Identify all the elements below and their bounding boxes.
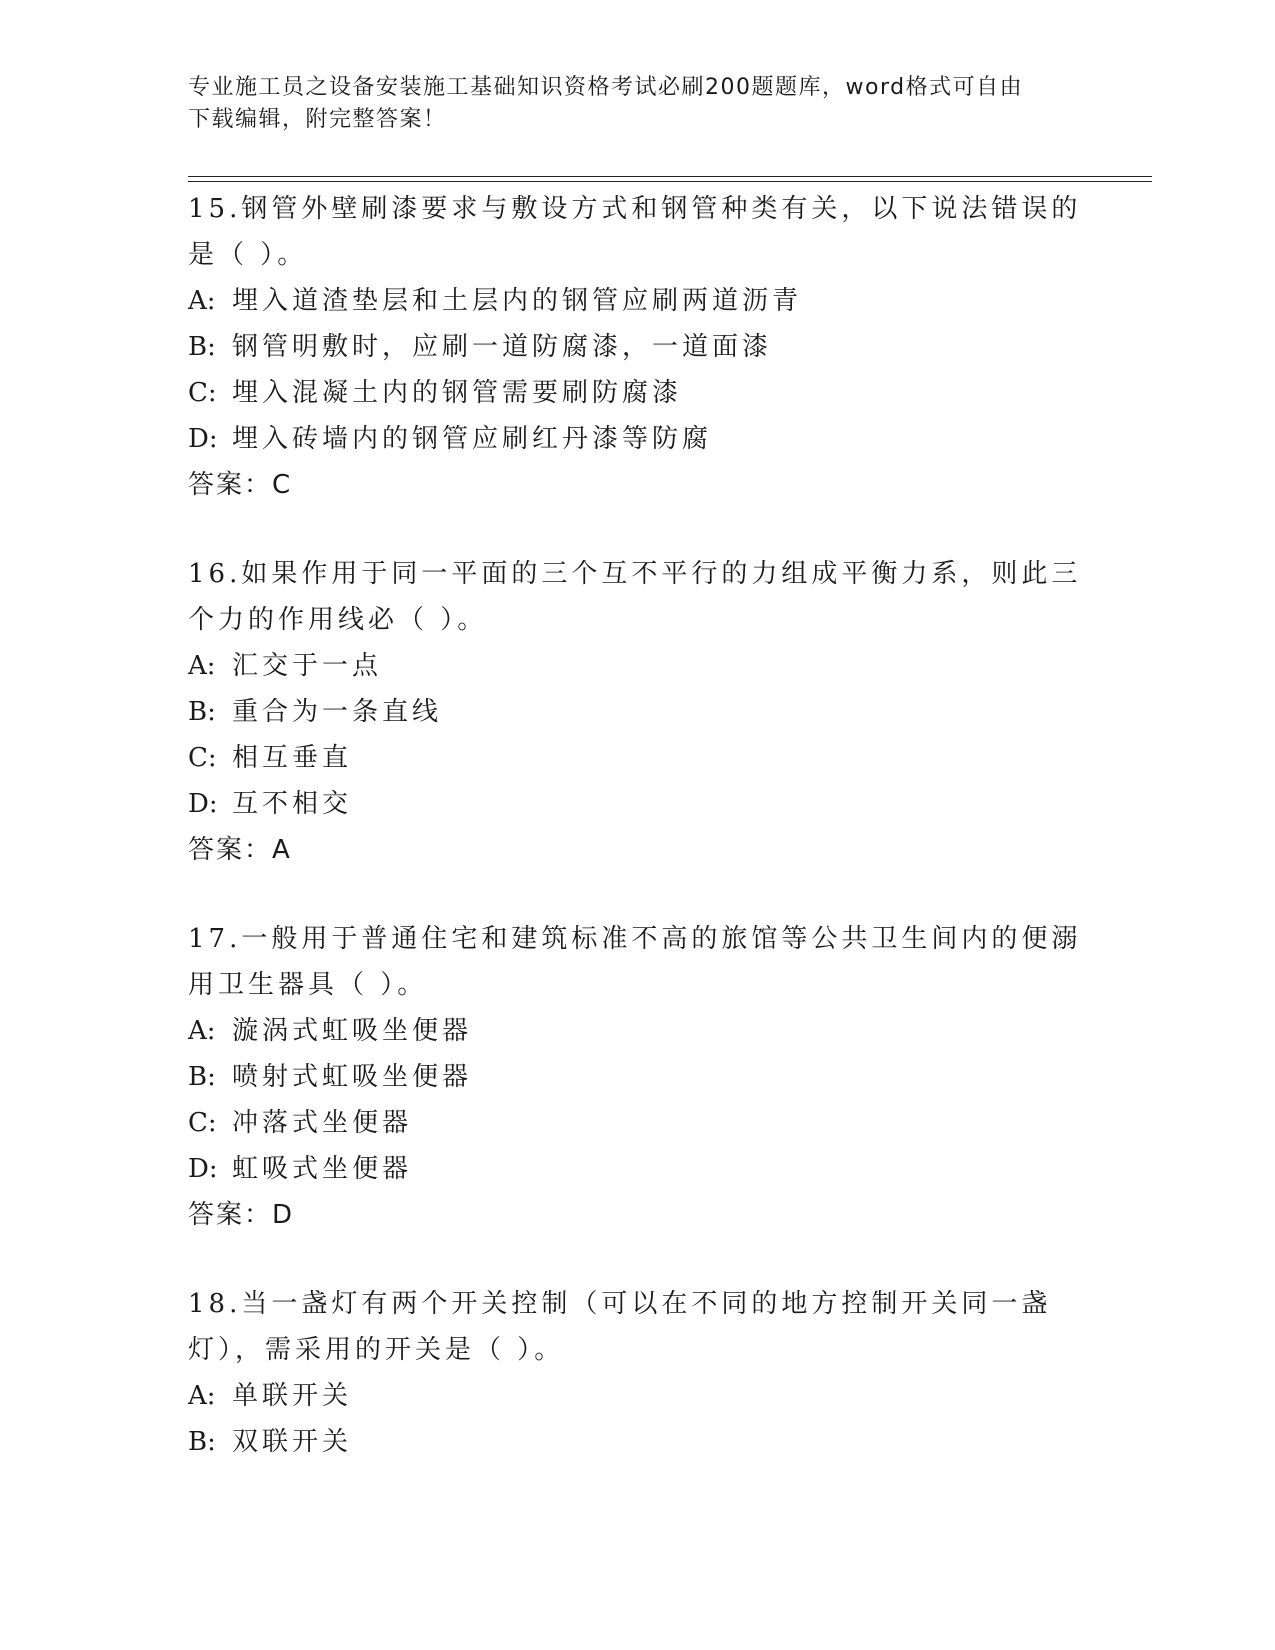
document-header [188, 72, 1088, 136]
answer-line: 答案：C [188, 470, 293, 500]
option-text: 双联开关 [232, 1427, 353, 1457]
option-letter: C: [188, 1108, 217, 1138]
option-letter: B: [188, 1062, 216, 1092]
option-text: 埋入混凝土内的钢管需要刷防腐漆 [232, 378, 683, 408]
option-text: 单联开关 [232, 1381, 353, 1411]
header-line-2: 下载编辑，附完整答案！ [188, 107, 447, 132]
option-letter: A: [188, 1016, 216, 1046]
option-text: 重合为一条直线 [232, 697, 443, 727]
option-letter: D: [188, 1154, 218, 1184]
option-text: 冲落式坐便器 [232, 1108, 413, 1138]
option-b [188, 689, 1108, 735]
option-letter: B: [188, 1427, 216, 1457]
option-text: 喷射式虹吸坐便器 [232, 1062, 473, 1092]
question-18 [188, 1281, 1108, 1465]
question-15 [188, 186, 1108, 508]
option-letter: A: [188, 1381, 216, 1411]
question-text: 15.钢管外壁刷漆要求与敷设方式和钢管种类有关，以下说法错误的是（ ）。 [188, 194, 1082, 270]
answer-line: 答案：D [188, 1200, 295, 1230]
option-letter: D: [188, 424, 218, 454]
option-text: 汇交于一点 [232, 651, 383, 681]
option-text: 虹吸式坐便器 [232, 1154, 413, 1184]
option-a [188, 1008, 1108, 1054]
option-b [188, 1419, 1108, 1465]
option-letter: C: [188, 743, 217, 773]
option-c [188, 370, 1108, 416]
option-letter: B: [188, 332, 216, 362]
option-text: 埋入砖墙内的钢管应刷红丹漆等防腐 [232, 424, 713, 454]
question-17 [188, 916, 1108, 1238]
header-line-1: 专业施工员之设备安装施工基础知识资格考试必刷200题题库，word格式可自由 [188, 75, 1024, 100]
option-a [188, 1373, 1108, 1419]
option-b [188, 1054, 1108, 1100]
question-text: 16.如果作用于同一平面的三个互不平行的力组成平衡力系，则此三个力的作用线必（ ）。 [188, 559, 1082, 635]
option-text: 互不相交 [232, 789, 353, 819]
option-text: 相互垂直 [232, 743, 353, 773]
question-text: 18.当一盏灯有两个开关控制（可以在不同的地方控制开关同一盏灯），需采用的开关是（ ）。 [188, 1289, 1052, 1365]
option-text: 钢管明敷时，应刷一道防腐漆，一道面漆 [232, 332, 773, 362]
option-letter: A: [188, 286, 216, 316]
option-c [188, 735, 1108, 781]
option-a [188, 278, 1108, 324]
question-text: 17.一般用于普通住宅和建筑标准不高的旅馆等公共卫生间内的便溺用卫生器具（ ）。 [188, 924, 1082, 1000]
option-text: 漩涡式虹吸坐便器 [232, 1016, 473, 1046]
option-d [188, 781, 1108, 827]
answer-line: 答案：A [188, 835, 292, 865]
option-b [188, 324, 1108, 370]
option-letter: D: [188, 789, 218, 819]
option-c [188, 1100, 1108, 1146]
header-divider-top [188, 176, 1152, 177]
option-text: 埋入道渣垫层和土层内的钢管应刷两道沥青 [232, 286, 803, 316]
option-a [188, 643, 1108, 689]
question-16 [188, 551, 1108, 873]
question-list [188, 186, 1108, 1508]
option-d [188, 1146, 1108, 1192]
option-d [188, 416, 1108, 462]
option-letter: A: [188, 651, 216, 681]
option-letter: B: [188, 697, 216, 727]
option-letter: C: [188, 378, 217, 408]
header-divider-bottom [188, 181, 1152, 182]
